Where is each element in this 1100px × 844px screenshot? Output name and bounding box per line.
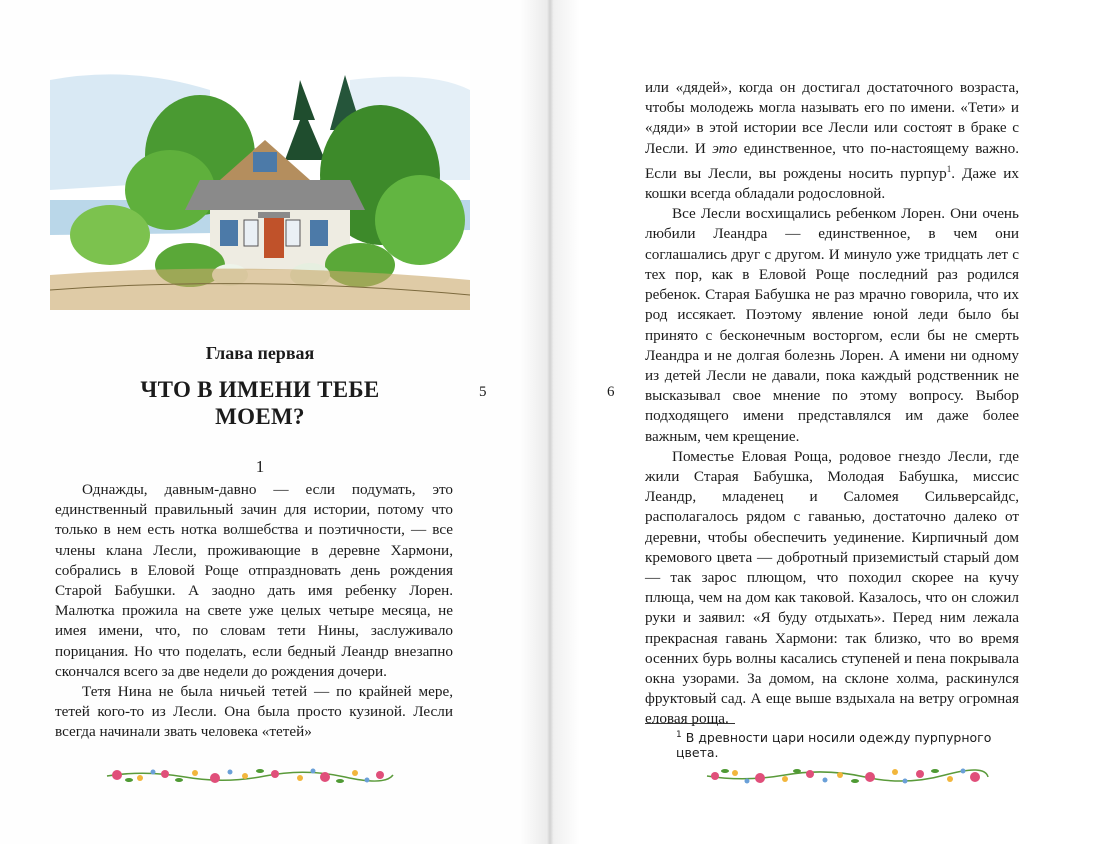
paragraph: Все Лесли восхищались ребенком Лорен. Они очень любили Леандра — единственное, в чем они соглашались друг с другом. И минуло уже тридцать лет с тех пор, как в Еловой Роще последний раз родился ребенок. Старая Бабушка не раз мрачно говорила, что их род иссякает. Поэтому явление юной леди было бы принято с бесконечным восторгом, если бы не смерть Леандра и не долгая болезнь Лорен. А имени ни одному из детей Лесли не давали, пока каждый родственник не высказывал свое мнение по этому вопросу. Выбор подходящего имени представлялся им даже более важным, чем крещение. [645,205,1019,445]
page-number-left: 5 [479,384,487,400]
paragraph: Поместье Еловая Роща, родовое гнездо Лесли, где жили Старая Бабушка, Молодая Бабушка, миссис Леандр, младенец и Саломея Сильверсайдс, располагалось рядом с гаванью, достаточно далеко от деревни, чтобы обеспечить уединение. Кирпичный дом кремового цвета — добротный приземистый старый дом — так зарос плющом, что походил скорее на кучу плюща, чем на дом как таковой. Казалось, что он сложил руки и заявил: «Я буду отдыхать». Перед ним лежала прекрасная гавань Хармони: так близко, что во время осенних бурь волны касались ступеней и пена покрывала окна узорами. За домом, на склоне холма, раскинулся фруктовый сад. А еще выше вздыхала на ветру огромная еловая роща. [645,447,1019,728]
left-body-text [55,480,453,743]
cottage-illustration [50,60,470,310]
flower-garland-ornament [105,762,395,790]
paragraph [645,78,1019,204]
right-body-text [645,78,1019,730]
section-number: 1 [255,457,265,476]
footnote-text: В древности цари носили одежду пурпурного цвета. [676,730,992,761]
paragraph-fragment: или «дядей», когда он достигал достаточного возраста, чтобы молодежь могла называть его по имени. «Тети» и «дяди» в этой истории все Лесли или состоят в браке с Лесли. И [645,79,1019,157]
footnote-reference[interactable]: 1 [946,163,952,174]
paragraph: Тетя Нина не была ничьей тетей — по крайней мере, тетей кого-то из Лесли. Она была просто кузиной. Лесли всегда начинали звать человека «тетей» [55,683,453,741]
flower-garland-ornament [705,762,990,790]
footnote-mark: 1 [676,730,682,740]
emphasis-word: это [712,139,738,157]
chapter-title-line2: МОЕМ? [215,404,305,429]
chapter-title-line1: ЧТО В ИМЕНИ ТЕБЕ [140,377,380,402]
chapter-title [50,376,470,430]
page-number-right: 6 [607,384,615,400]
chapter-label: Глава первая [205,343,315,363]
footnote [676,730,1036,760]
footnote-divider [645,723,735,724]
paragraph: Однажды, давным-давно — если подумать, это единственный правильный зачин для истории, потому что только в нем есть нотка волшебства и поэтичности, — все члены клана Лесли, проживающие в деревне Хармони, собрались в Еловой Роще отпраздновать день рождения Старой Бабушки. А заодно дать имя ребенку Лорен. Малютка прожила на свете уже целых четыре месяца, не имея имени, что, по словам тети Нины, заслуживало порицания. Но что поделать, если бедный Леандр внезапно скончался всего за две недели до рождения дочери. [55,481,453,680]
paragraph-fragment: единственное, что по-настоящему важно. Если вы Лесли, вы рождены носить пурпур [645,139,1019,182]
paragraph-fragment: . Даже их кошки всегда обладали родословной. [645,164,1019,203]
